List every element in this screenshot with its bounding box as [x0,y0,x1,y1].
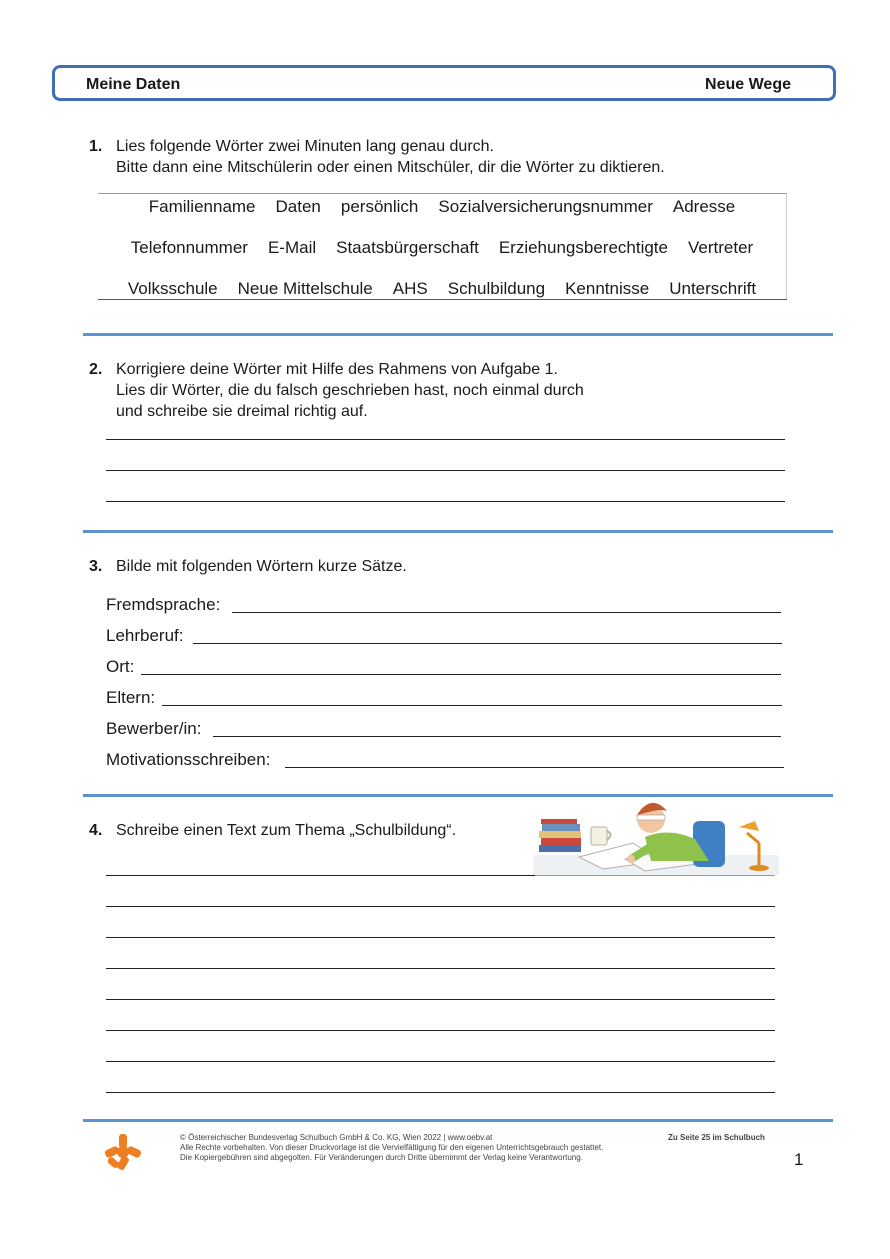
writing-line[interactable] [106,1061,775,1062]
word-row-2 [98,238,786,258]
eltern-answer-line[interactable] [162,705,782,706]
task1-instruction-2: Bitte dann eine Mitschülerin oder einen Mitschüler, dir die Wörter zu diktieren. [116,159,665,176]
word-frame-right [786,193,787,300]
writing-line[interactable] [106,1092,775,1093]
publisher-logo [104,1133,142,1171]
ort-answer-line[interactable] [141,674,781,675]
task1-number: 1. [89,138,103,155]
writing-line[interactable] [106,1030,775,1031]
word: Familienname [148,197,256,216]
footer-page-reference: Zu Seite 25 im Schulbuch [668,1133,765,1142]
word: E-Mail [267,238,317,257]
word: Kenntnisse [565,279,650,298]
task4-instruction-1: Schreibe einen Text zum Thema „Schulbildung“. [116,822,457,839]
section-divider [83,530,833,533]
word: Schulbildung [447,279,546,298]
word: Adresse [672,197,736,216]
footer-line-3: Die Kopiergebühren sind abgegolten. Für Veränderungen durch Dritte übernimmt der Verlag keine Verantwortung. [180,1153,583,1162]
word: Erziehungsberechtigte [498,238,668,257]
writing-line[interactable] [106,470,785,471]
word: Telefonnummer [130,238,248,257]
writing-line[interactable] [106,875,535,876]
page-number: 1 [794,1150,804,1169]
word: Volksschule [127,279,218,298]
word-row-1 [98,197,786,217]
writing-line[interactable] [106,439,785,440]
bewerber-answer-line[interactable] [213,736,781,737]
word: Unterschrift [669,279,757,298]
task4-number: 4. [89,822,103,839]
field-label-motivationsschreiben: Motivationsschreiben: [106,750,271,769]
word: Sozialversicherungsnummer [438,197,653,216]
footer-line-1: © Österreichischer Bundesverlag Schulbuch GmbH & Co. KG, Wien 2022 | www.oebv.at [180,1133,493,1142]
lehrberuf-answer-line[interactable] [193,643,782,644]
word: persönlich [340,197,419,216]
task1-instruction-1: Lies folgende Wörter zwei Minuten lang genau durch. [116,138,494,155]
section-divider [83,333,833,336]
task2-instruction-2: Lies dir Wörter, die du falsch geschrieben hast, noch einmal durch [116,382,584,399]
motivationsschreiben-answer-line[interactable] [285,767,784,768]
footer-line-2: Alle Rechte vorbehalten. Von dieser Druckvorlage ist die Vervielfältigung für den eigenen Unterrichtsgebrauch gestattet. [180,1143,604,1152]
word: Staatsbürgerschaft [336,238,479,257]
task2-number: 2. [89,361,103,378]
word-row-3 [98,279,786,299]
writing-line[interactable] [535,875,775,876]
writing-line[interactable] [106,937,775,938]
student-studying-illustration [533,797,779,875]
word: AHS [392,279,428,298]
header-title-left: Meine Daten [86,76,181,93]
writing-line[interactable] [106,501,785,502]
writing-line[interactable] [106,906,775,907]
word-frame-top [98,193,787,194]
task2-instruction-3: und schreibe sie dreimal richtig auf. [116,403,368,420]
word: Daten [275,197,321,216]
task2-instruction-1: Korrigiere deine Wörter mit Hilfe des Rahmens von Aufgabe 1. [116,361,558,378]
field-label-eltern: Eltern: [106,688,156,707]
footer-copyright [180,1133,603,1163]
field-label-fremdsprache: Fremdsprache: [106,595,221,614]
footer-divider [83,1119,833,1122]
task3-number: 3. [89,558,103,575]
header-title-right: Neue Wege [705,76,791,93]
writing-line[interactable] [106,999,775,1000]
field-label-bewerber: Bewerber/in: [106,719,202,738]
writing-line[interactable] [106,968,775,969]
field-label-lehrberuf: Lehrberuf: [106,626,184,645]
task3-instruction-1: Bilde mit folgenden Wörtern kurze Sätze. [116,558,407,575]
word: Neue Mittelschule [237,279,373,298]
word-frame-bottom [98,299,787,300]
word: Vertreter [688,238,754,257]
fremdsprache-answer-line[interactable] [232,612,781,613]
field-label-ort: Ort: [106,657,135,676]
